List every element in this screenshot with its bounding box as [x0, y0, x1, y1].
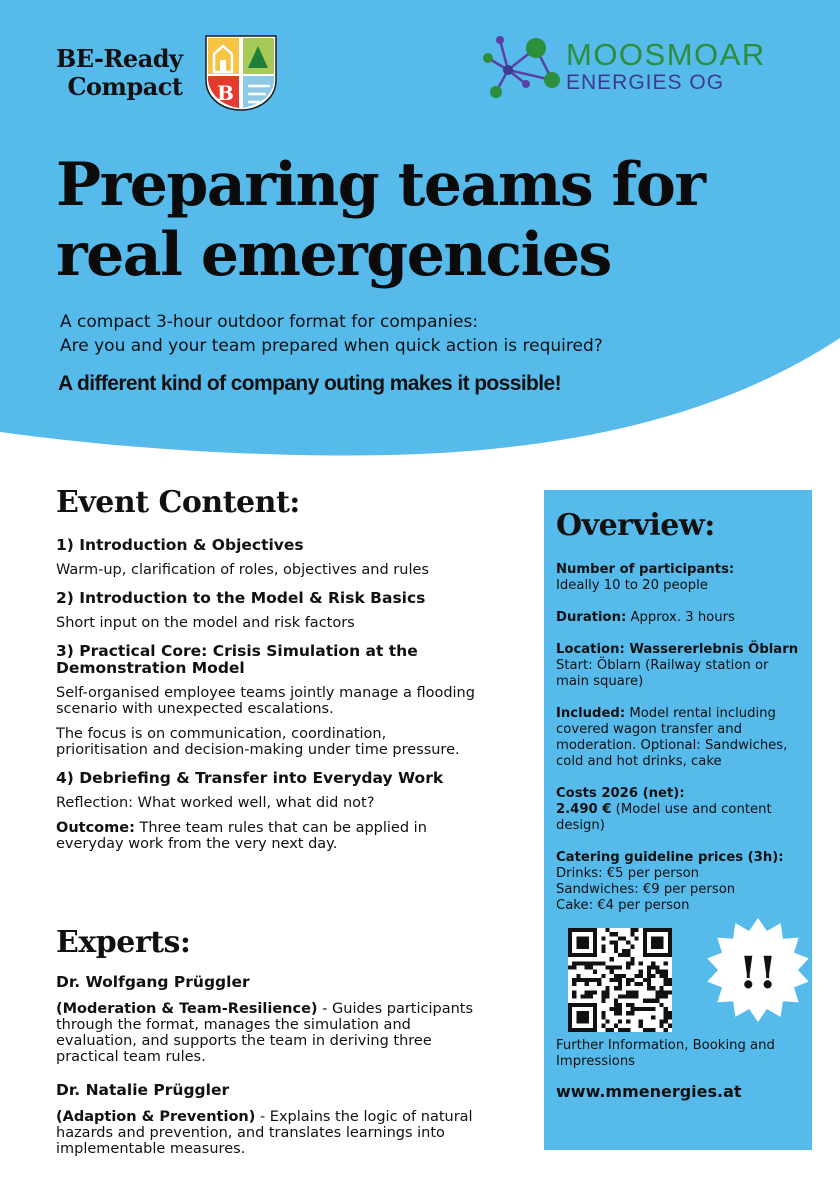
- costs-label: Costs 2026 (net):: [556, 786, 685, 801]
- expert-desc-text: - Guides participants through the format, manages the simulation and evaluation, and supports the team in deriving three practical team rules.: [56, 1001, 474, 1065]
- molecule-icon: [478, 34, 562, 100]
- intro-text: [60, 310, 603, 358]
- partner-subtitle: ENERGIES OG: [566, 71, 725, 94]
- event-item-heading: 2) Introduction to the Model & Risk Basics: [56, 589, 426, 607]
- tagline: A different kind of company outing makes it possible!: [58, 372, 561, 395]
- further-info: Further Information, Booking and Impressions: [556, 1038, 775, 1069]
- brand-name-line1: BE-Ready: [56, 44, 183, 73]
- brand-block: [56, 34, 280, 112]
- event-item-heading: 4) Debriefing & Transfer into Everyday Work: [56, 769, 444, 787]
- expert-description: [56, 1001, 496, 1065]
- overview-duration: [556, 610, 800, 626]
- outcome-label: Outcome:: [56, 820, 135, 836]
- expert-name: Dr. Wolfgang Prüggler: [56, 973, 250, 991]
- overview-included: [556, 706, 800, 770]
- event-item-text: Reflection: What worked well, what did not?: [56, 795, 375, 811]
- costs-amount: 2.490 €: [556, 802, 612, 817]
- expert-role: (Adaption & Prevention): [56, 1109, 256, 1125]
- event-outcome: [56, 820, 476, 852]
- experts-section: [56, 925, 526, 1173]
- page-title: Preparing teams for real emergencies: [56, 150, 705, 290]
- location-label: Location: Wassererlebnis Öblarn: [556, 642, 799, 657]
- qr-code-icon[interactable]: [568, 928, 672, 1032]
- event-content-section: [56, 485, 526, 861]
- expert-description: [56, 1109, 496, 1157]
- duration-label: Duration:: [556, 610, 627, 625]
- catering-cake: Cake: €4 per person: [556, 898, 690, 913]
- participants-label: Number of participants:: [556, 562, 735, 577]
- brand-name-line2: Compact: [67, 72, 183, 101]
- costs-note: (Model use and content design): [556, 802, 772, 833]
- catering-sandwiches: Sandwiches: €9 per person: [556, 882, 736, 897]
- brand-name: [56, 45, 182, 101]
- event-content-title: Event Content:: [56, 485, 300, 520]
- event-item-text: Short input on the model and risk factors: [56, 615, 355, 631]
- catering-drinks: Drinks: €5 per person: [556, 866, 700, 881]
- overview-catering: [556, 850, 800, 914]
- expert-desc-text: - Explains the logic of natural hazards and prevention, and translates learnings into implementable measures.: [56, 1109, 473, 1157]
- experts-title: Experts:: [56, 925, 191, 960]
- burst-text: !!: [738, 948, 778, 999]
- catering-label: Catering guideline prices (3h):: [556, 850, 784, 865]
- exclamation-burst-icon: [704, 916, 812, 1024]
- house-shield-icon: [202, 34, 280, 112]
- expert-name: Dr. Natalie Prüggler: [56, 1081, 230, 1099]
- event-item: [56, 537, 526, 578]
- event-item-text: Warm-up, clarification of roles, objectives and rules: [56, 562, 429, 578]
- website-link[interactable]: www.mmenergies.at: [556, 1082, 742, 1101]
- partner-name: MOOSMOAR: [566, 37, 766, 72]
- overview-media: [556, 916, 800, 1028]
- overview-location: [556, 642, 800, 690]
- event-item: [56, 770, 526, 852]
- outcome-text: Three team rules that can be applied in everyday work from the very next day.: [56, 820, 427, 852]
- location-value: Start: Öblarn (Railway station or main square): [556, 658, 769, 689]
- event-item-heading: 3) Practical Core: Crisis Simulation at the Demonstration Model: [56, 642, 418, 677]
- included-label: Included:: [556, 706, 626, 721]
- overview-costs: [556, 786, 800, 834]
- overview-participants: [556, 562, 800, 594]
- participants-value: Ideally 10 to 20 people: [556, 578, 708, 593]
- intro-line2: Are you and your team prepared when quick action is required?: [60, 336, 603, 356]
- overview-panel: [544, 490, 812, 1150]
- event-item-heading: 1) Introduction & Objectives: [56, 536, 304, 554]
- expert-role: (Moderation & Team-Resilience): [56, 1001, 318, 1017]
- partner-block: [478, 34, 766, 100]
- brand-logo-letter: B: [217, 81, 235, 105]
- duration-value: Approx. 3 hours: [626, 610, 735, 625]
- event-item-text: Self-organised employee teams jointly manage a flooding scenario with unexpected escalations.: [56, 685, 475, 717]
- included-value: Model rental including covered wagon transfer and moderation. Optional: Sandwiches, cold and hot drinks, cake: [556, 706, 788, 769]
- intro-line1: A compact 3-hour outdoor format for companies:: [60, 312, 479, 332]
- event-item: [56, 590, 526, 631]
- overview-title: Overview:: [556, 508, 715, 543]
- event-item-text: The focus is on communication, coordination, prioritisation and decision-making under time pressure.: [56, 726, 460, 758]
- event-item: [56, 643, 526, 758]
